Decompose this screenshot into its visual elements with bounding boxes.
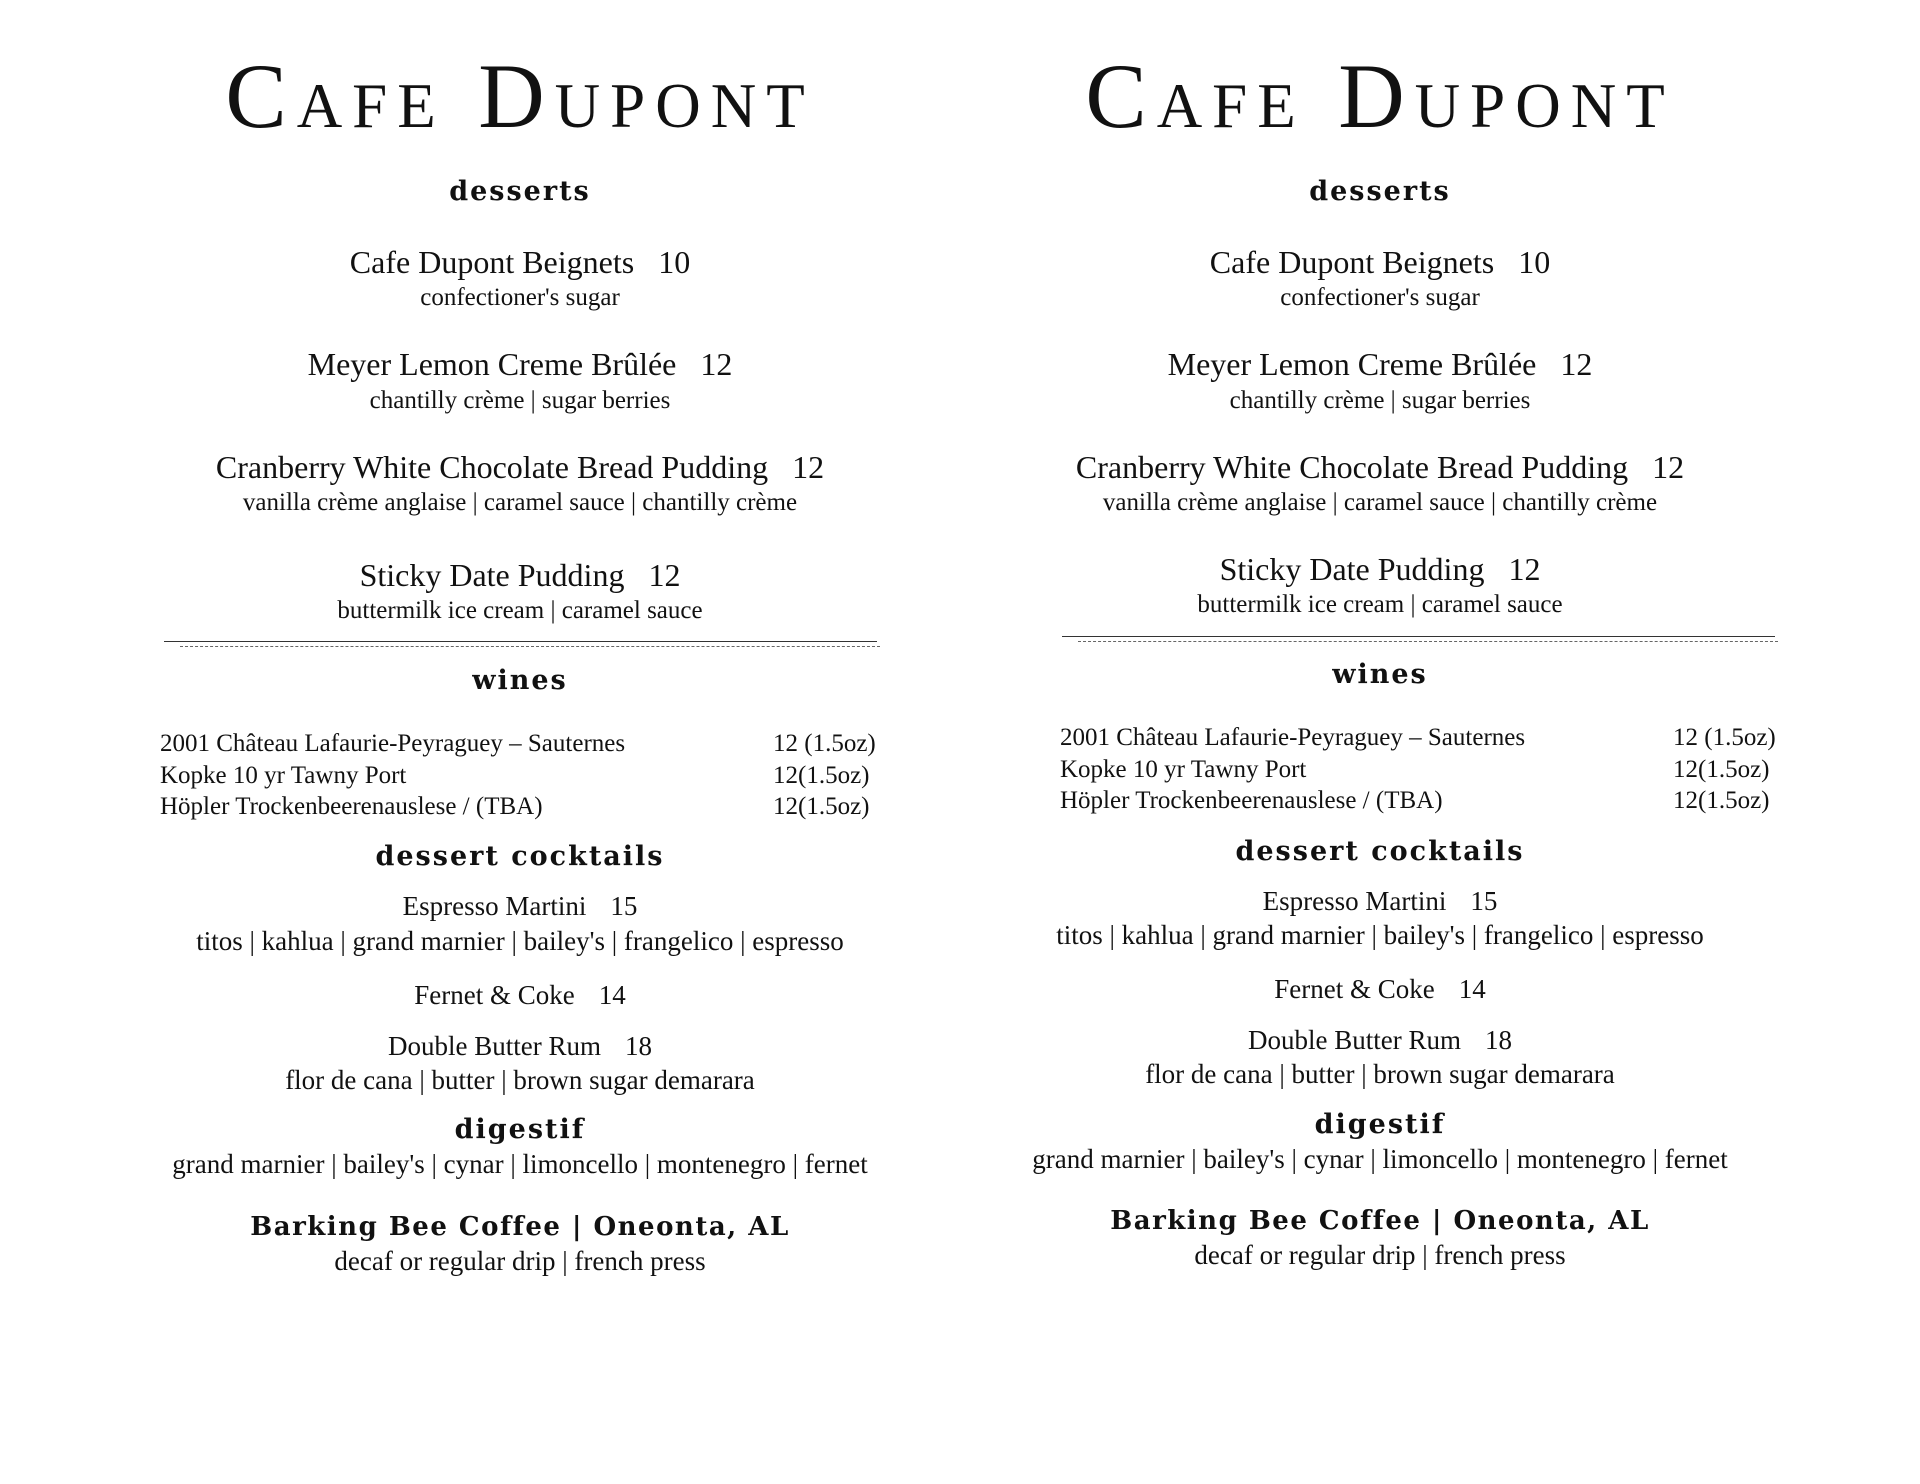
section-heading-wines: wines: [472, 665, 568, 696]
divider-line: [1062, 636, 1775, 637]
coffee-description: decaf or regular drip | french press: [334, 1246, 706, 1276]
dessert-description: vanilla crème anglaise | caramel sauce | chantilly crème: [242, 489, 798, 516]
cocktail-item: Double Butter Rum 18: [388, 1031, 652, 1061]
section-heading-dessert-cocktails: dessert cocktails: [375, 841, 665, 872]
dessert-item: Cranberry White Chocolate Bread Pudding 12: [215, 449, 825, 485]
cocktail-description: titos | kahlua | grand marnier | bailey's | frangelico | espresso: [1056, 920, 1704, 950]
menu-left: Cafe Dupont desserts Cafe Dupont Beignets 10 confectioner's sugar Meyer Lemon Creme Brûlée 12 chantilly crème | sugar berries Cranberry White Chocolate Bread Pudding 12 vanilla crème anglaise | caramel sauce | chantilly crème Sticky Date Pudding 12 buttermilk ice cream | caramel sauce wines 2001 Château Lafaurie-Peyraguey – Sauternes 12 (1.5oz) Kopke 10 yr Tawny Port 12(1.5oz) Höpler Trockenbeerenauslese / (TBA) 12(1.5oz) dessert cocktails Espresso Martini 15 titos | kahlua | grand marnier | bailey's | frangelico | espresso Fernet & Coke 14 Double Butter Rum 18 flor de cana | butter | brown sugar demarara digestif grand marnier | bailey's | cynar | limoncello | montenegro | fernet Barking Bee Coffee | Oneonta, AL decaf or regular drip | french press: [0, 0, 960, 1484]
section-heading-wines: wines: [1332, 659, 1428, 690]
dessert-description: chantilly crème | sugar berries: [369, 387, 671, 414]
menu-title: Cafe Dupont: [225, 45, 815, 147]
coffee-description: decaf or regular drip | french press: [1194, 1240, 1566, 1270]
dessert-item: Meyer Lemon Creme Brûlée 12: [1167, 346, 1593, 382]
dessert-description: chantilly crème | sugar berries: [1229, 387, 1531, 414]
dessert-item: Cranberry White Chocolate Bread Pudding 12: [1075, 449, 1685, 485]
cocktail-item: Espresso Martini 15: [402, 891, 638, 921]
cocktail-description: flor de cana | butter | brown sugar demarara: [285, 1065, 755, 1095]
section-heading-digestif: digestif: [454, 1114, 586, 1145]
cocktail-item: Espresso Martini 15: [1262, 886, 1498, 916]
cocktail-description: titos | kahlua | grand marnier | bailey's | frangelico | espresso: [196, 926, 844, 956]
divider-dashed-line: [180, 646, 880, 647]
coffee-heading: Barking Bee Coffee | Oneonta, AL: [1110, 1206, 1650, 1236]
dessert-item: Meyer Lemon Creme Brûlée 12: [307, 346, 733, 382]
cocktail-description: flor de cana | butter | brown sugar demarara: [1145, 1059, 1615, 1089]
dessert-description: buttermilk ice cream | caramel sauce: [1197, 591, 1563, 618]
dessert-description: vanilla crème anglaise | caramel sauce | chantilly crème: [1102, 489, 1658, 516]
divider-dashed-line: [1078, 641, 1778, 642]
dessert-item: Cafe Dupont Beignets 10: [1209, 244, 1551, 280]
dessert-item: Cafe Dupont Beignets 10: [349, 244, 691, 280]
cocktail-item: Fernet & Coke 14: [1274, 974, 1486, 1004]
dessert-description: confectioner's sugar: [420, 284, 620, 311]
dessert-description: confectioner's sugar: [1280, 284, 1480, 311]
digestif-description: grand marnier | bailey's | cynar | limoncello | montenegro | fernet: [172, 1149, 868, 1179]
dessert-item: Sticky Date Pudding 12: [1219, 551, 1541, 587]
dessert-item: Sticky Date Pudding 12: [359, 557, 681, 593]
coffee-heading: Barking Bee Coffee | Oneonta, AL: [250, 1212, 790, 1242]
section-heading-desserts: desserts: [449, 176, 591, 207]
section-heading-digestif: digestif: [1314, 1109, 1446, 1140]
section-heading-dessert-cocktails: dessert cocktails: [1235, 836, 1525, 867]
cocktail-item: Fernet & Coke 14: [414, 980, 626, 1010]
menu-right: Cafe Dupont desserts Cafe Dupont Beignets 10 confectioner's sugar Meyer Lemon Creme Brûlée 12 chantilly crème | sugar berries Cranberry White Chocolate Bread Pudding 12 vanilla crème anglaise | caramel sauce | chantilly crème Sticky Date Pudding 12 buttermilk ice cream | caramel sauce wines 2001 Château Lafaurie-Peyraguey – Sauternes 12 (1.5oz) Kopke 10 yr Tawny Port 12(1.5oz) Höpler Trockenbeerenauslese / (TBA) 12(1.5oz) dessert cocktails Espresso Martini 15 titos | kahlua | grand marnier | bailey's | frangelico | espresso Fernet & Coke 14 Double Butter Rum 18 flor de cana | butter | brown sugar demarara digestif grand marnier | bailey's | cynar | limoncello | montenegro | fernet Barking Bee Coffee | Oneonta, AL decaf or regular drip | french press: [900, 0, 1860, 1484]
cocktail-item: Double Butter Rum 18: [1248, 1025, 1512, 1055]
divider-line: [164, 641, 877, 642]
digestif-description: grand marnier | bailey's | cynar | limoncello | montenegro | fernet: [1032, 1144, 1728, 1174]
menu-title: Cafe Dupont: [1085, 45, 1675, 147]
section-heading-desserts: desserts: [1309, 176, 1451, 207]
dessert-description: buttermilk ice cream | caramel sauce: [337, 597, 703, 624]
